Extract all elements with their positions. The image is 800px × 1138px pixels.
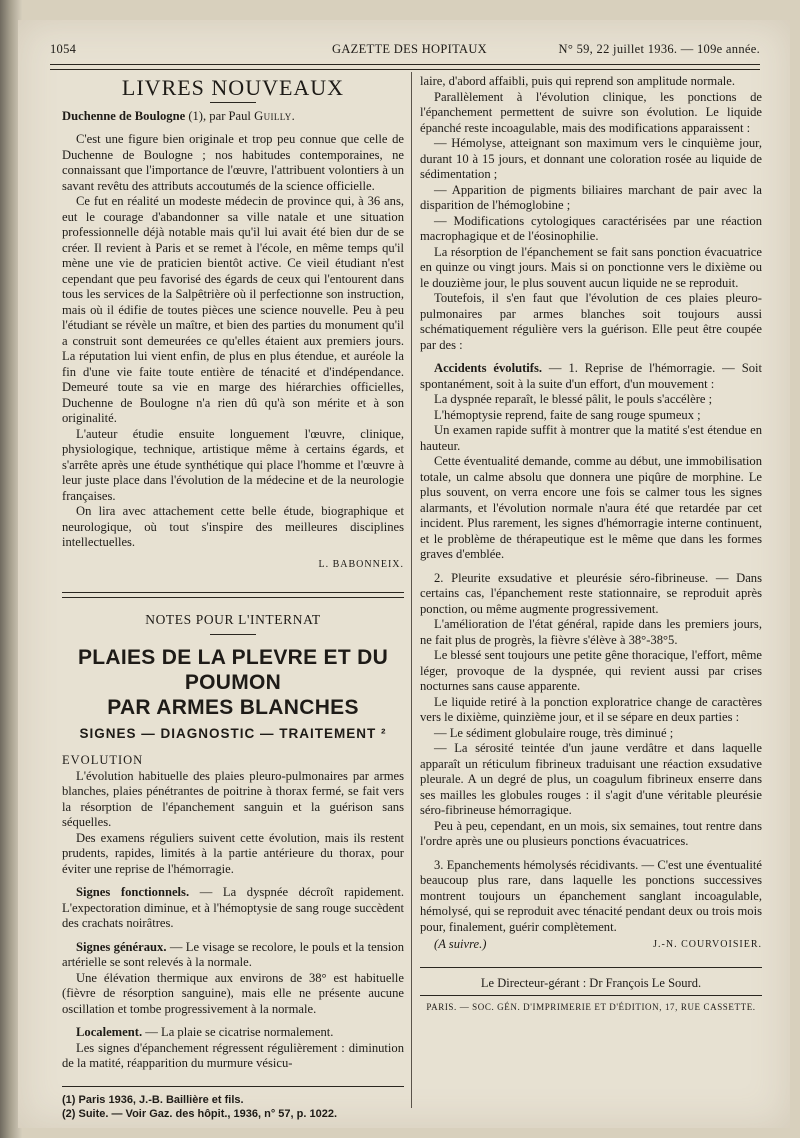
a-suivre: (A suivre.)	[434, 937, 487, 951]
page-number: 1054	[50, 42, 77, 56]
article-paragraph: — Hémolyse, atteignant son maximum vers le cinquième jour, durant 10 à 15 jours, et donnant une coloration rosée au liquide de sédimentation ;	[420, 136, 762, 181]
notes-heading: NOTES POUR L'INTERNAT	[145, 612, 321, 627]
article-paragraph: La résorption de l'épanchement se fait sans ponction évacuatrice en quinze ou vingt jours. Mais si on ponctionne vers le dixième ou le douzième jour, le plus souvent aucun liquide ne se reproduit.	[420, 244, 762, 290]
article-paragraph: Une élévation thermique aux environs de 38° est habituelle (fièvre de résorption sanguine), mais elle ne présente aucune oscillation et tombe progressivement à la normale.	[62, 970, 404, 1016]
article-paragraph: Le blessé sent toujours une petite gêne thoracique, l'effort, même léger, provoque de la dyspnée, qui revient aussi par crises nocturnes sans cause apparente.	[420, 648, 762, 693]
footnote-1: (1) Paris 1936, J.-B. Baillière et fils.	[62, 1093, 244, 1106]
article-paragraph: — Apparition de pigments biliaires marchant de pair avec la disparition de l'hémoglobine ;	[420, 182, 762, 212]
article-title-line1: PLAIES DE LA PLEVRE ET DU POUMON	[77, 645, 389, 694]
section-evolution: EVOLUTION	[62, 753, 144, 767]
article-paragraph: — Modifications cytologiques caractérisées par une réaction macrophagique et de l'éosinophilie.	[420, 213, 762, 243]
article-paragraph: Le liquide retiré à la ponction exploratrice change de caractères vers le dixième, quinzième jour, et il se sépare en deux parties :	[420, 694, 762, 724]
article-paragraph: Parallèlement à l'évolution clinique, les ponctions de l'épanchement permettent de suivre son évolution. Le liquide épanché reste incoagulable, mais des modifications apparaissent :	[420, 89, 762, 135]
gap	[62, 932, 404, 940]
column-divider	[411, 72, 412, 1108]
article-paragraph: — La sérosité teintée d'un jaune verdâtre et dans laquelle apparaît un réticulum fibrineux traduisant une réaction exsudative pleurale. A un degré de plus, un coagulum fibrineux enserre dans ses mailles les globules rouges : il s'agit d'une véritable pleurésie séro-fibrineuse hémorragique.	[420, 741, 762, 817]
separator	[210, 102, 256, 103]
journal-title: GAZETTE DES HOPITAUX	[332, 42, 487, 56]
article-paragraph: L'évolution habituelle des plaies pleuro-pulmonaires par armes blanches, plaies pénétrantes de poitrine à thorax fermé, se fait vers la résorption de l'épanchement sanguin et la guérison sans séquelles.	[62, 768, 404, 829]
signes-fonctionnels-text: — La dyspnée décroît rapidement. L'expectoration diminue, et à l'hémoptysie de sang rouge succèdent des crachats noirâtres.	[62, 885, 404, 930]
localement-text: — La plaie se cicatrise normalement.	[142, 1025, 334, 1039]
review-paragraph: On lira avec attachement cette belle étude, biographique et neurologique, où tout s'inspire des meilleures disciplines intellectuelles.	[62, 504, 404, 549]
article-paragraph	[62, 940, 404, 971]
book-ref: (1), par Paul	[185, 108, 255, 123]
article-paragraph: 3. Epanchements hémolysés récidivants. — C'est une éventualité beaucoup plus rare, dans laquelle les ponctions successives montrent toujours un épanchement sanglant incoagulable, hémolysé, qui se reproduit avec ténacité pendant deux ou trois mois pour, finalement, guérir complètement.	[420, 857, 762, 934]
continuation-line	[420, 937, 762, 953]
book-title: Duchenne de Boulogne	[62, 108, 186, 123]
article-author: J.-N. COURVOISIER.	[653, 939, 762, 950]
gap	[420, 850, 762, 858]
issue-date: N° 59, 22 juillet 1936. — 109e année.	[558, 42, 760, 56]
review-signature: L. BABONNEIX.	[318, 558, 404, 570]
right-column	[420, 74, 762, 1016]
article-paragraph: Des examens réguliers suivent cette évolution, mais ils restent prudents, rapides, limités à la partie antérieure du thorax, pour éviter une reprise de l'hémorragie.	[62, 830, 404, 876]
article-paragraph: La dyspnée reparaît, le blessé pâlit, le pouls s'accélère ;	[434, 392, 713, 406]
accidents-text: — 1. Reprise de l'hémorragie. — Soit spontanément, soit à la suite d'un effort, d'un mouvement :	[420, 361, 762, 391]
article-paragraph: Peu à peu, cependant, en un mois, six semaines, tout rentre dans l'ordre après une ou plusieurs ponctions évacuatrices.	[420, 818, 762, 848]
article-title	[62, 645, 404, 720]
article-paragraph: — Le sédiment globulaire rouge, très diminué ;	[434, 725, 674, 740]
directeur-gerant: Le Directeur-gérant : Dr François Le Sourd.	[420, 967, 762, 992]
article-paragraph: Les signes d'épanchement régressent régulièrement : diminution de la matité, réapparition du murmure vésicu-	[62, 1040, 404, 1070]
section-heading-livres: LIVRES NOUVEAUX	[121, 75, 345, 100]
article-paragraph: Cette éventualité demande, comme au début, une immobilisation totale, un calme absolu que donnera une piqûre de morphine. Le plus souvent, on verra encore une fois se calmer tous les signes alarmants, et l'évolution normale n'aura été que retardée par cet incident. Plus rarement, les signes d'hémorragie interne continuent, et le problème de thérapeutique est le même que dans les formes graves d'emblée.	[420, 454, 762, 561]
signes-generaux-label: Signes généraux.	[76, 939, 167, 954]
article-paragraph	[62, 885, 404, 932]
localement-label: Localement.	[76, 1025, 143, 1039]
left-column	[62, 74, 404, 1121]
gap	[420, 353, 762, 361]
article-paragraph: L'hémoptysie reprend, faite de sang rouge spumeux ;	[434, 407, 701, 422]
article-paragraph: 2. Pleurite exsudative et pleurésie séro-fibrineuse. — Dans certains cas, l'épanchement reste stationnaire, se reproduit après ponction, ou même augmente progressivement.	[420, 570, 762, 616]
review-paragraph: L'auteur étudie ensuite longuement l'œuvre, clinique, physiologique, technique, artistique même à certains égards, et s'arrête après une étude synthétique qui place l'homme et l'œuvre à leur juste place dans l'évolution de la médecine et de la neurologie françaises.	[62, 426, 404, 503]
book-author: Guilly.	[254, 108, 296, 123]
gap	[62, 877, 404, 885]
gap	[420, 563, 762, 571]
book-reference	[62, 109, 404, 125]
accidents-label: Accidents évolutifs.	[434, 361, 543, 375]
review-paragraph: C'est une figure bien originale et trop peu connue que celle de Duchenne de Boulogne ; nos habitudes contemporaines, ne connaissant que l'importance de l'œuvre, l'attribuent volontiers à un savant revêtu des attributs accoutumés de la science officielle.	[62, 132, 404, 193]
signes-fonctionnels-label: Signes fonctionnels.	[76, 885, 190, 899]
footnotes	[62, 1086, 404, 1121]
article-paragraph: Toutefois, il s'en faut que l'évolution de ces plaies pleuro-pulmonaires par armes blanches soit toujours aussi schématiquement régulière vers la guérison. Elle peut être coupée par des :	[420, 291, 762, 352]
imprint: PARIS. — SOC. GÉN. D'IMPRIMERIE ET D'ÉDITION, 17, RUE CASSETTE.	[420, 995, 762, 1016]
article-paragraph: L'amélioration de l'état général, rapide dans les premiers jours, ne fait plus de progrès, la fièvre s'élève à 38°-38°5.	[420, 617, 762, 647]
article-paragraph	[62, 1025, 404, 1041]
footnote-2: (2) Suite. — Voir Gaz. des hôpit., 1936, n° 57, p. 1022.	[62, 1107, 337, 1120]
article-subtitle: SIGNES — DIAGNOSTIC — TRAITEMENT ²	[79, 725, 387, 741]
review-paragraph: Ce fut en réalité un modeste médecin de province qui, à 36 ans, eut le courage d'abandonner sa ville natale et une situation professionnelle déjà notable mais qu'il lui avait été bien dur de se créer. Il revient à Paris et se remet à l'école, en même temps qu'il mène une vie de praticien bientôt active. Ce vieil étudiant n'est cependant que peu favorisé des égards de ceux qui l'entourent dans tous les services de la Salpêtrière où il perfectionne son instruction, mais où il édifie de toutes pièces une science nouvelle. Peu à peu l'étudiant se révèle un maître, et bien des parties du monument qu'il a construit sont demeurées ce qu'elles étaient aux premiers jours. La réputation lui vient enfin, de plus en plus étendue, et auréole la fin d'une vie faite toute entière de ténacité et d'indépendance. Demeuré toute sa vie en marge des hiérarchies officielles, Duchenne de Boulogne n'a rien dû qu'à son mérite et à son originalité.	[62, 194, 404, 425]
article-paragraph: Un examen rapide suffit à montrer que la matité s'est étendue en hauteur.	[420, 423, 762, 453]
running-header	[50, 42, 760, 60]
article-title-line2: PAR ARMES BLANCHES	[107, 695, 359, 719]
signes-generaux-text: — Le visage se recolore, le pouls et la tension artérielle se sont relevés à la normale.	[62, 939, 405, 969]
header-rule	[50, 64, 760, 70]
section-rule	[62, 592, 404, 598]
separator	[210, 634, 256, 635]
article-paragraph	[420, 361, 762, 392]
gap	[62, 124, 404, 132]
gap	[62, 1017, 404, 1025]
article-paragraph: laire, d'abord affaibli, puis qui reprend son amplitude normale.	[420, 74, 736, 88]
